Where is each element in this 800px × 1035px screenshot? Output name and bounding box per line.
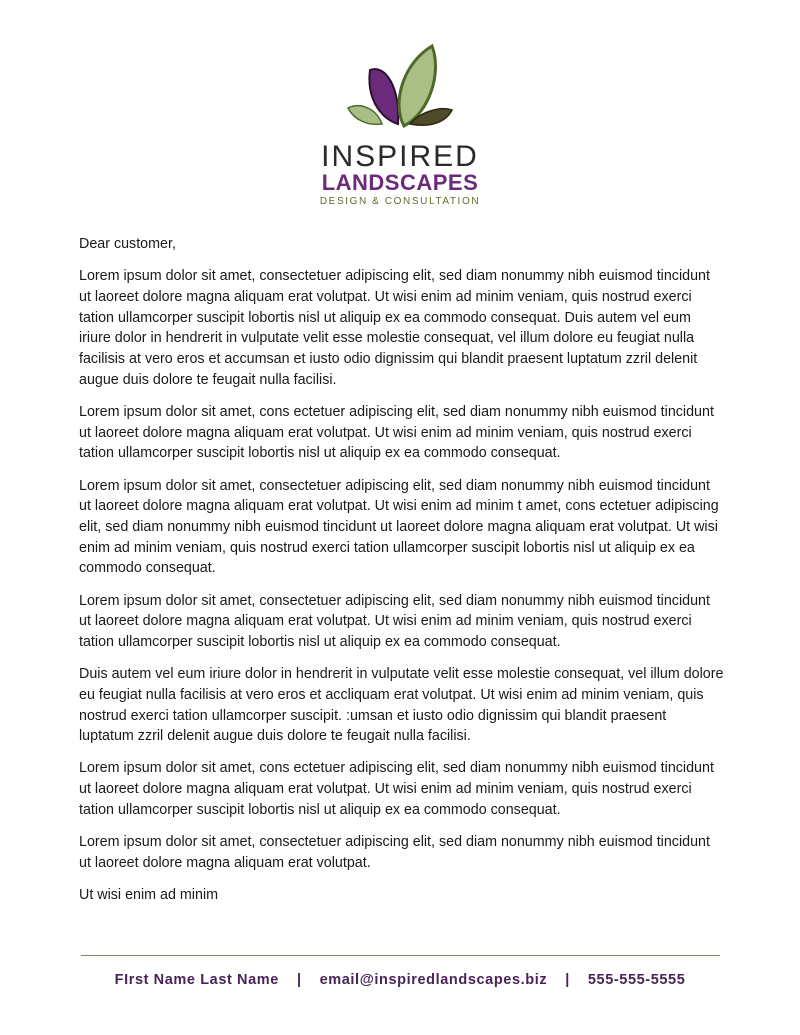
- footer-separator: |: [296, 972, 302, 988]
- footer-email[interactable]: email@inspiredlandscapes.biz: [319, 972, 548, 988]
- paragraph-7: Lorem ipsum dolor sit amet, consectetuer adipiscing elit, sed diam nonummy nibh euismod tincidunt ut laoreet dolore magna aliquam erat volutpat.: [79, 834, 710, 871]
- paragraph-3: Lorem ipsum dolor sit amet, consectetuer adipiscing elit, sed diam nonummy nibh euismod tincidunt ut laoreet dolore magna aliquam erat volutpat. Ut wisi enim ad minim t amet, cons ectetuer adipiscing elit, sed diam nonummy nibh euismod tincidunt ut laoreet dolore magna aliquam erat volutpat. Ut wisi enim ad minim veniam, quis nostrud exerci tation ullamcorper suscipit lobortis nisl ut aliquip ex ea commodo consequat.: [79, 477, 719, 577]
- paragraph-5: Duis autem vel eum iriure dolor in hendrerit in vulputate velit esse molestie consequat, vel illum dolore eu feugiat nulla facilisis at vero eros et accliquam erat volutpat. Ut wisi enim ad minim veniam, quis nostrud exerci tation ullamcorper suscipit. :umsan et iusto odio dignissim qui blandit praesent luptatum zzril delenit augue duis dolore te feugait nulla facilisi.: [79, 666, 724, 745]
- paragraph-4: Lorem ipsum dolor sit amet, consectetuer adipiscing elit, sed diam nonummy nibh euismod tincidunt ut laoreet dolore magna aliquam erat volutpat. Ut wisi enim ad minim veniam, quis nostrud exerci tation ullamcorper suscipit lobortis nisl ut aliquip ex ea commodo consequat.: [79, 592, 710, 650]
- brand-tagline: DESIGN & CONSULTATION: [319, 196, 481, 207]
- footer-separator: |: [565, 972, 570, 988]
- footer-name: FIrst Name Last Name: [114, 972, 279, 988]
- letter-body: [79, 234, 724, 917]
- closing-line: Ut wisi enim ad minim: [79, 886, 219, 903]
- company-logo: [0, 42, 800, 209]
- brand-name-line2: LANDSCAPES: [321, 170, 479, 195]
- paragraph-2: Lorem ipsum dolor sit amet, cons ectetuer adipiscing elit, sed diam nonummy nibh euismod tincidunt ut laoreet dolore magna aliquam erat volutpat. Ut wisi enim ad minim veniam, quis nostrud exerci tation ullamcorper suscipit lobortis nisl ut aliquip ex ea commodo consequat.: [79, 403, 714, 462]
- salutation: Dear customer,: [79, 236, 176, 252]
- footer-divider: [81, 955, 720, 956]
- brand-name-line1: INSPIRED: [321, 140, 479, 173]
- paragraph-6: Lorem ipsum dolor sit amet, cons ectetuer adipiscing elit, sed diam nonummy nibh euismod tincidunt ut laoreet dolore magna aliquam erat volutpat. Ut wisi enim ad minim veniam, quis nostrud exerci tation ullamcorper suscipit lobortis nisl ut aliquip ex ea commodo consequat.: [79, 760, 714, 818]
- footer-phone[interactable]: 555-555-5555: [587, 972, 686, 988]
- footer-contact: [0, 972, 800, 988]
- leaves-icon: [340, 42, 460, 134]
- paragraph-1: Lorem ipsum dolor sit amet, consectetuer adipiscing elit, sed diam nonummy nibh euismod tincidunt ut laoreet dolore magna aliquam erat volutpat. Ut wisi enim ad minim veniam, quis nostrud exerci tation ullamcorper suscipit lobortis nisl ut aliquip ex ea commodo consequat. Duis autem vel eum iriure dolor in hendrerit in vulputate velit esse molestie consequat, vel illum dolore eu feugiat nulla facilisis at vero eros et accumsan et iusto odio dignissim qui blandit praesent luptatum zzril delenit augue duis dolore te feugait nulla facilisi.: [79, 268, 710, 388]
